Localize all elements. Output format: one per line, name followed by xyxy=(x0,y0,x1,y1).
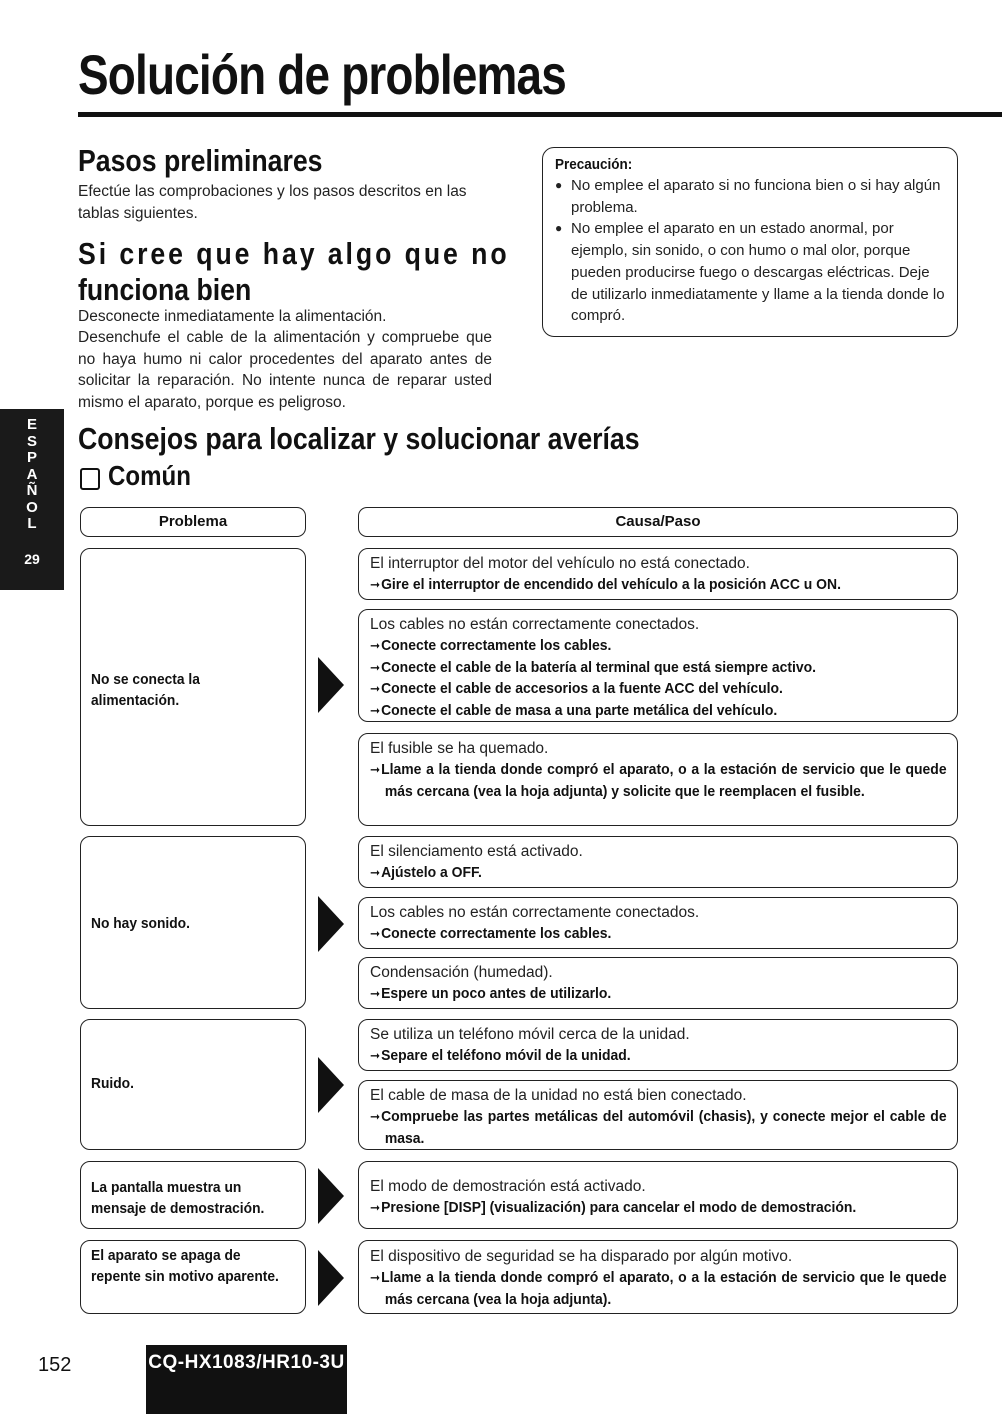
language-tab xyxy=(0,409,64,590)
tips-heading: Consejos para localizar y solucionar averías xyxy=(78,421,640,456)
cause-box xyxy=(358,1161,958,1229)
cause-box xyxy=(358,836,958,888)
cause-text: Se utiliza un teléfono móvil cerca de la unidad. xyxy=(370,1026,690,1043)
arrow-icon xyxy=(318,1250,344,1306)
tips-subheading: Común xyxy=(108,460,191,491)
tab-letter: A xyxy=(26,465,38,483)
cause-box xyxy=(358,1240,958,1314)
malfunction-heading-line2: funciona bien xyxy=(78,272,252,307)
step-text: ➞ Separe el teléfono móvil de la unidad. xyxy=(370,1045,908,1067)
cause-box xyxy=(358,548,958,600)
tab-letter: E xyxy=(26,416,37,433)
precaution-item: ● No emplee el aparato en un estado anormal, por ejemplo, sin sonido, o con humo o mal olor, porque pueden producirse fuego o descargas eléctricas. Deje de utilizarlo inmediatamente y llame a la tienda donde lo compró. xyxy=(555,218,947,327)
problem-box xyxy=(80,836,306,1009)
step-text: ➞ Conecte correctamente los cables. xyxy=(370,635,908,657)
cause-box xyxy=(358,1080,958,1150)
cause-text: El dispositivo de seguridad se ha disparado por algún motivo. xyxy=(370,1248,793,1265)
step-text: ➞ Espere un poco antes de utilizarlo. xyxy=(370,983,908,1005)
tab-letter: Ñ xyxy=(26,482,38,499)
precaution-title: Precaución: xyxy=(555,156,633,173)
tab-letter: P xyxy=(26,449,37,466)
problem-text: No hay sonido. xyxy=(91,915,190,932)
model-label: CQ-HX1083/HR10-3U xyxy=(146,1345,347,1414)
cause-box xyxy=(358,609,958,722)
cause-text: El cable de masa de la unidad no está bien conectado. xyxy=(370,1087,747,1104)
tab-letter: L xyxy=(27,515,37,532)
step-text: ➞ Llame a la tienda donde compró el aparato, o a la estación de servicio que le quede más cercana (vea la hoja adjunta) y solicite que le reemplacen el fusible. xyxy=(370,759,947,802)
arrow-icon xyxy=(318,1057,344,1113)
step-text: ➞ Gire el interruptor de encendido del vehículo a la posición ACC u ON. xyxy=(370,574,908,596)
tab-letter: S xyxy=(26,432,37,450)
column-header-cause: Causa/Paso xyxy=(358,507,958,537)
tab-page-number: 29 xyxy=(24,551,40,567)
problem-box xyxy=(80,1240,306,1314)
step-text: ➞ Ajústelo a OFF. xyxy=(370,862,908,884)
step-text: ➞ Conecte correctamente los cables. xyxy=(370,923,908,945)
preliminary-text: Efectúe las comprobaciones y los pasos descritos en las tablas siguientes. xyxy=(78,183,467,222)
preliminary-heading: Pasos preliminares xyxy=(78,143,323,178)
cause-text: El interruptor del motor del vehículo no está conectado. xyxy=(370,555,750,572)
problem-text: Ruido. xyxy=(91,1075,134,1092)
step-text: ➞ Conecte el cable de masa a una parte metálica del vehículo. xyxy=(370,700,908,722)
arrow-icon xyxy=(318,1168,344,1224)
malfunction-heading-line1: Si cree que hay algo que no xyxy=(78,236,510,271)
title-rule xyxy=(78,112,1002,117)
page-number: 152 xyxy=(38,1354,72,1376)
cause-box xyxy=(358,1019,958,1071)
cause-text: Condensación (humedad). xyxy=(370,964,553,981)
precaution-item: ● No emplee el aparato si no funciona bien o si hay algún problema. xyxy=(555,175,947,218)
problem-text: No se conecta la alimentación. xyxy=(91,671,200,709)
arrow-icon xyxy=(318,896,344,952)
precaution-box xyxy=(542,147,958,337)
cause-text: El fusible se ha quemado. xyxy=(370,740,549,757)
problem-box xyxy=(80,1019,306,1150)
step-text: ➞ Conecte el cable de la batería al terminal que está siempre activo. xyxy=(370,657,908,679)
step-text: ➞ Compruebe las partes metálicas del automóvil (chasis), y conecte mejor el cable de masa. xyxy=(370,1106,947,1149)
step-text: ➞ Conecte el cable de accesorios a la fuente ACC del vehículo. xyxy=(370,678,908,700)
cause-box xyxy=(358,733,958,826)
step-text: ➞ Presione [DISP] (visualización) para cancelar el modo de demostración. xyxy=(370,1197,908,1219)
cause-box xyxy=(358,957,958,1009)
malfunction-line2: Desenchufe el cable de la alimentación y compruebe que no haya humo ni calor procedentes del aparato antes de solicitar la reparación. No intente nunca de reparar usted mismo el aparato, porque es peligroso. xyxy=(78,329,492,411)
cause-text: El silenciamento está activado. xyxy=(370,843,583,860)
page-title: Solución de problemas xyxy=(78,43,566,106)
cause-text: Los cables no están correctamente conectados. xyxy=(370,904,700,921)
cause-text: El modo de demostración está activado. xyxy=(370,1178,646,1195)
problem-text: La pantalla muestra un mensaje de demostración. xyxy=(91,1179,265,1217)
arrow-icon xyxy=(318,657,344,713)
malfunction-line1: Desconecte inmediatamente la alimentación. xyxy=(78,308,387,325)
problem-box xyxy=(80,548,306,826)
problem-box xyxy=(80,1161,306,1229)
cause-box xyxy=(358,897,958,949)
tab-letter: O xyxy=(26,498,38,516)
problem-text: El aparato se apaga de repente sin motivo aparente. xyxy=(91,1247,279,1285)
precaution-list xyxy=(555,175,947,327)
square-bullet-icon xyxy=(80,468,100,490)
language-tab-letters xyxy=(0,417,64,533)
step-text: ➞ Llame a la tienda donde compró el aparato, o a la estación de servicio que le quede más cercana (vea la hoja adjunta). xyxy=(370,1267,947,1310)
column-header-problem: Problema xyxy=(80,507,306,537)
cause-text: Los cables no están correctamente conectados. xyxy=(370,616,700,633)
